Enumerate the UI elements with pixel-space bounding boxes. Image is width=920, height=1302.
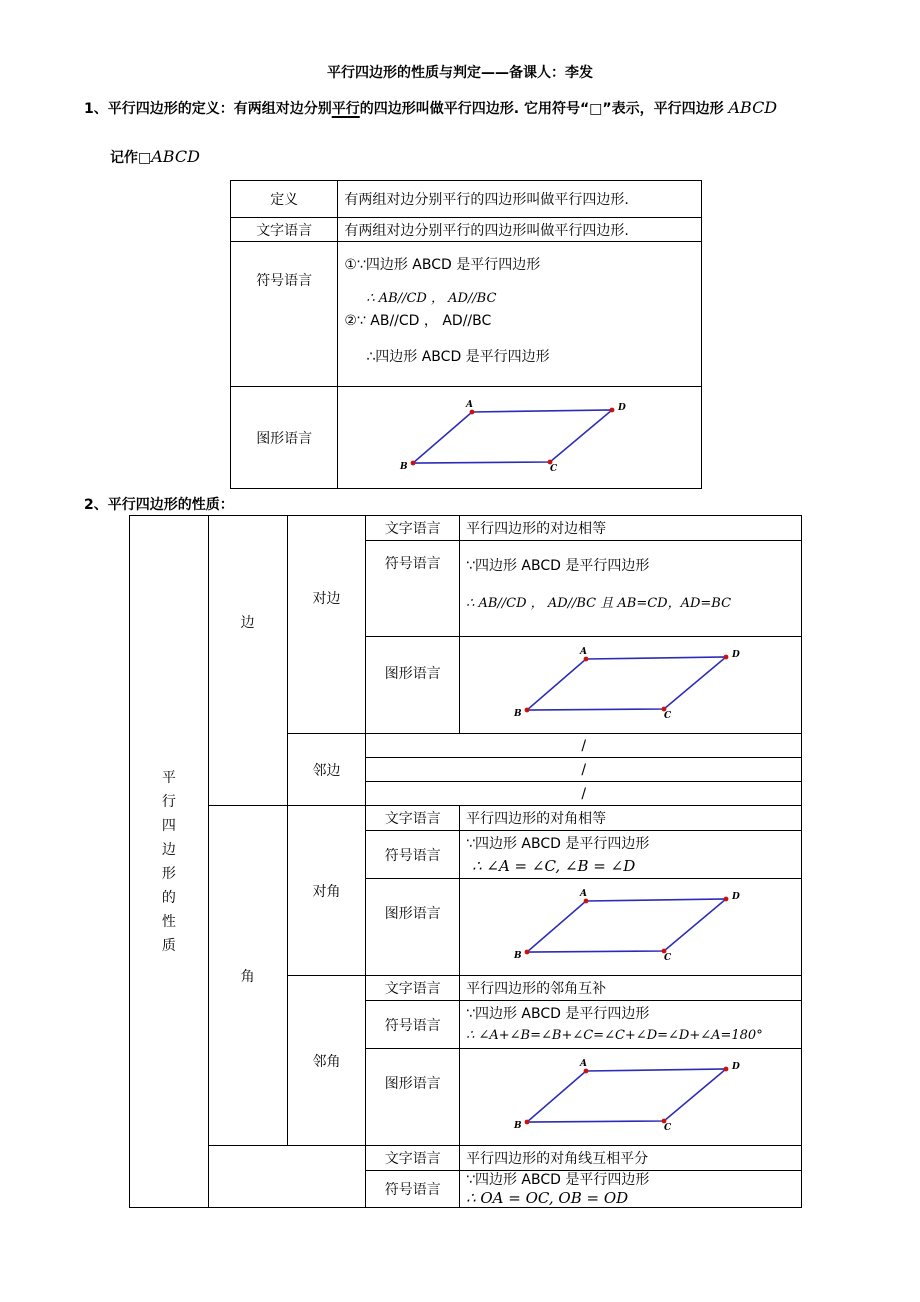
vertex-b (525, 708, 530, 713)
diagonal-label-cell (208, 1146, 366, 1208)
parallelogram-figure (400, 398, 644, 478)
parallelogram-figure (514, 645, 758, 725)
text-opposite-side: 平行四边形的对边相等 (460, 516, 802, 541)
label-text-adjacent-angle: 文字语言 (366, 976, 460, 1001)
label-text-diagonal: 文字语言 (366, 1146, 460, 1171)
label-symbol-opposite-side: 符号语言 (366, 541, 460, 637)
row-label-symbol-language: 符号语言 (231, 242, 338, 387)
label-symbol-adjacent-angle: 符号语言 (366, 1001, 460, 1049)
symbol-line-3: ②∵ AB//CD ， AD//BC (344, 313, 492, 329)
symbol-diagonal-2: ∴ OA = OC, OB = OD (466, 1189, 629, 1207)
section1-heading-part-a: 1、平行四边形的定义：有两组对边分别 (84, 101, 332, 117)
section2-heading: 2、平行四边形的性质： (84, 497, 234, 513)
label-figure-opposite-angle: 图形语言 (366, 879, 460, 976)
vertex-a (584, 1069, 589, 1074)
vertex-label-d: D (732, 1062, 740, 1072)
parallelogram-outline (413, 410, 612, 463)
vertex-label-a: A (580, 1059, 588, 1069)
parallelogram-figure (514, 1057, 758, 1137)
label-figure-opposite-side: 图形语言 (366, 637, 460, 734)
symbol-adjacent-angle-1: ∵四边形 ABCD 是平行四边形 (466, 1005, 650, 1022)
sub-label-opposite-angle: 对角 (287, 806, 366, 976)
symbol-diagonal-1: ∵四边形 ABCD 是平行四边形 (466, 1172, 650, 1188)
vertex-label-d: D (732, 892, 740, 902)
row-content-figure-language (338, 387, 702, 489)
vertex-d (724, 655, 729, 660)
row-content-definition: 有两组对边分别平行的四边形叫做平行四边形. (338, 181, 702, 218)
figure-adjacent-angle (460, 1049, 802, 1146)
text-opposite-angle: 平行四边形的对角相等 (460, 806, 802, 831)
parallelogram-outline (527, 657, 726, 710)
symbol-opposite-angle-2: ∴ ∠A = ∠C, ∠B = ∠D (472, 856, 636, 875)
symbol-line-2: ∴ AB//CD ， AD//BC (366, 291, 497, 306)
vertex-label-c: C (550, 463, 558, 474)
group-label-side: 边 (208, 516, 287, 806)
section1-heading-part-b: 的四边形叫做平行四边形. 它用符号“□”表示，平行四边形 (359, 101, 724, 117)
parallelogram-outline (527, 1069, 726, 1122)
vertex-label-c: C (664, 1123, 672, 1133)
adjacent-side-row-1: / (366, 734, 802, 758)
vertex-label-c: C (664, 711, 672, 721)
vertex-label-a: A (580, 647, 588, 657)
figure-opposite-angle (460, 879, 802, 976)
symbol-adjacent-angle-2: ∴ ∠A+∠B=∠B+∠C=∠C+∠D=∠D+∠A=180° (466, 1027, 763, 1043)
vertex-b (525, 1120, 530, 1125)
vertex-label-b: B (400, 461, 408, 472)
vertex-label-b: B (514, 951, 522, 961)
adjacent-side-row-2: / (366, 758, 802, 782)
symbol-line-4: ∴四边形 ABCD 是平行四边形 (366, 349, 550, 365)
symbol-opposite-angle-1: ∵四边形 ABCD 是平行四边形 (466, 835, 650, 852)
row-content-symbol-language (338, 242, 702, 387)
label-figure-adjacent-angle: 图形语言 (366, 1049, 460, 1146)
symbol-opposite-side-1: ∵四边形 ABCD 是平行四边形 (466, 558, 650, 574)
vertex-b (525, 950, 530, 955)
section1-note-math: ABCD (151, 147, 200, 166)
vertex-d (724, 1067, 729, 1072)
symbol-opposite-angle (460, 831, 802, 879)
symbol-opposite-side (460, 541, 802, 637)
vertex-b (411, 460, 416, 465)
definition-table (230, 180, 702, 489)
vertex-a (470, 409, 475, 414)
row-label-text-language: 文字语言 (231, 218, 338, 242)
row-label-figure-language: 图形语言 (231, 387, 338, 489)
row-content-text-language: 有两组对边分别平行的四边形叫做平行四边形. (338, 218, 702, 242)
section1-heading (84, 98, 874, 118)
section1-note-text: 记作□ (110, 150, 152, 166)
main-label-cell (130, 516, 209, 1208)
page-title: 平行四边形的性质与判定——备课人：李发 (327, 65, 593, 81)
symbol-line-1: ①∵四边形 ABCD 是平行四边形 (344, 257, 541, 273)
text-diagonal: 平行四边形的对角线互相平分 (460, 1146, 802, 1171)
vertex-label-d: D (732, 650, 740, 660)
label-text-opposite-side: 文字语言 (366, 516, 460, 541)
section1-heading-math: ABCD (728, 98, 778, 117)
vertex-label-d: D (618, 402, 627, 413)
text-adjacent-angle: 平行四边形的邻角互补 (460, 976, 802, 1001)
vertex-d (610, 407, 615, 412)
vertex-label-c: C (664, 953, 672, 963)
vertex-a (584, 657, 589, 662)
vertex-label-b: B (514, 1121, 522, 1131)
sub-label-adjacent-angle: 邻角 (287, 976, 366, 1146)
sub-label-opposite-side: 对边 (287, 516, 366, 734)
parallelogram-outline (527, 899, 726, 952)
label-text-opposite-angle: 文字语言 (366, 806, 460, 831)
vertex-a (584, 899, 589, 904)
parallelogram-figure (514, 887, 758, 967)
label-symbol-diagonal: 符号语言 (366, 1171, 460, 1208)
group-label-angle: 角 (208, 806, 287, 1146)
sub-label-adjacent-side: 邻边 (287, 734, 366, 806)
section1-note (110, 147, 200, 167)
adjacent-side-row-3: / (366, 782, 802, 806)
symbol-adjacent-angle (460, 1001, 802, 1049)
figure-opposite-side (460, 637, 802, 734)
symbol-diagonal (460, 1171, 802, 1208)
label-symbol-opposite-angle: 符号语言 (366, 831, 460, 879)
main-label: 平行四边形的性质 (161, 769, 176, 954)
vertex-label-a: A (580, 889, 588, 899)
properties-table (129, 515, 802, 1208)
vertex-label-a: A (466, 399, 474, 410)
section1-heading-underlined: 平行 (331, 101, 360, 117)
vertex-label-b: B (514, 709, 522, 719)
row-label-definition: 定义 (231, 181, 338, 218)
vertex-d (724, 897, 729, 902)
symbol-opposite-side-2: ∴ AB//CD ， AD//BC 且 AB=CD，AD=BC (466, 596, 732, 611)
